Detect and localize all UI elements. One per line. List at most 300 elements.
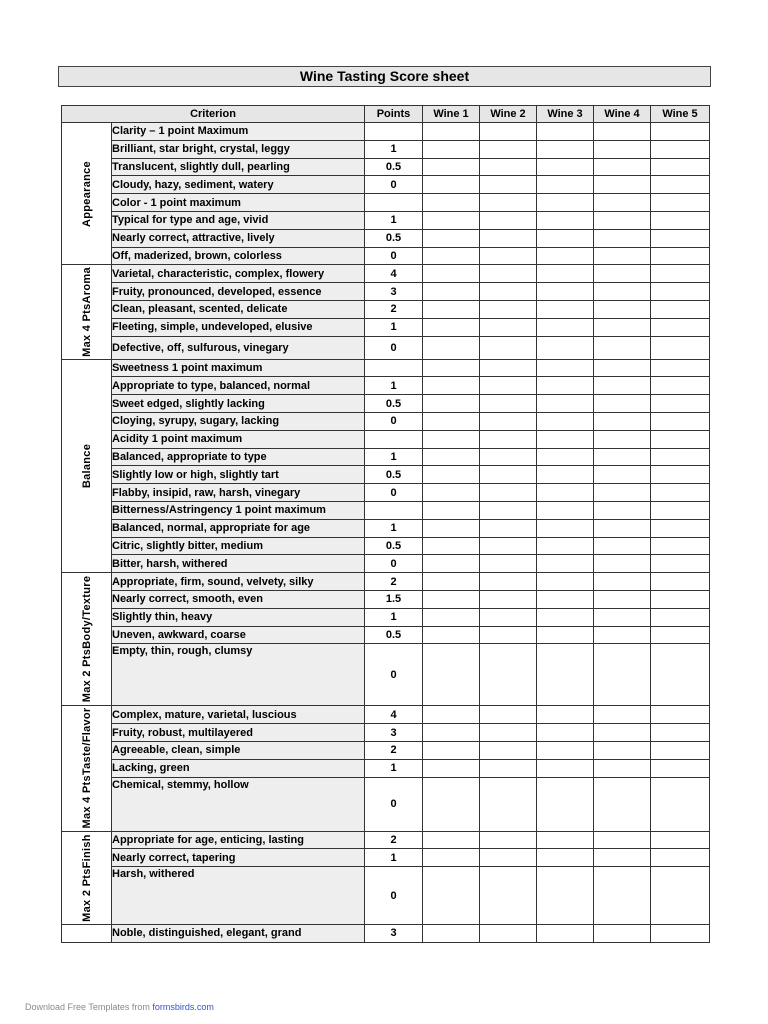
wine-1-score-cell[interactable] xyxy=(423,925,480,943)
wine-4-score-cell[interactable] xyxy=(594,831,651,849)
wine-4-score-cell[interactable] xyxy=(594,300,651,318)
wine-2-score-cell[interactable] xyxy=(480,140,537,158)
wine-1-score-cell[interactable] xyxy=(423,555,480,573)
wine-1-score-cell[interactable] xyxy=(423,158,480,176)
wine-2-score-cell[interactable] xyxy=(480,300,537,318)
wine-3-score-cell[interactable] xyxy=(537,300,594,318)
wine-4-score-cell[interactable] xyxy=(594,537,651,555)
wine-3-score-cell[interactable] xyxy=(537,412,594,430)
wine-5-score-cell[interactable] xyxy=(651,123,710,141)
wine-3-score-cell[interactable] xyxy=(537,448,594,466)
table-row xyxy=(62,484,710,502)
wine-4-score-cell[interactable] xyxy=(594,706,651,724)
wine-4-score-cell[interactable] xyxy=(594,176,651,194)
wine-5-score-cell[interactable] xyxy=(651,573,710,591)
criterion-cell: Agreeable, clean, simple xyxy=(112,741,365,759)
wine-2-score-cell[interactable] xyxy=(480,466,537,484)
wine-3-score-cell[interactable] xyxy=(537,336,594,359)
table-row xyxy=(62,359,710,377)
table-row xyxy=(62,537,710,555)
table-row xyxy=(62,644,710,706)
criterion-cell: Translucent, slightly dull, pearling xyxy=(112,158,365,176)
wine-3-score-cell[interactable] xyxy=(537,925,594,943)
criterion-cell: Appropriate for age, enticing, lasting xyxy=(112,831,365,849)
wine-4-score-cell[interactable] xyxy=(594,777,651,831)
points-cell: 3 xyxy=(365,283,423,301)
wine-2-score-cell[interactable] xyxy=(480,590,537,608)
criterion-cell: Typical for type and age, vivid xyxy=(112,211,365,229)
wine-4-score-cell[interactable] xyxy=(594,247,651,265)
wine-1-score-cell[interactable] xyxy=(423,265,480,283)
points-cell: 1 xyxy=(365,140,423,158)
wine-3-score-cell[interactable] xyxy=(537,265,594,283)
section-label-text: Max 2 PtsBody/Texture xyxy=(80,575,93,703)
wine-5-score-cell[interactable] xyxy=(651,925,710,943)
points-cell: 3 xyxy=(365,925,423,943)
criterion-cell: Brilliant, star bright, crystal, leggy xyxy=(112,140,365,158)
wine-4-score-cell[interactable] xyxy=(594,608,651,626)
criterion-cell: Chemical, stemmy, hollow xyxy=(112,777,365,831)
wine-5-score-cell[interactable] xyxy=(651,359,710,377)
wine-4-score-cell[interactable] xyxy=(594,123,651,141)
wine-4-score-cell[interactable] xyxy=(594,318,651,336)
wine-5-score-cell[interactable] xyxy=(651,395,710,413)
points-cell: 1 xyxy=(365,519,423,537)
wine-1-score-cell[interactable] xyxy=(423,484,480,502)
wine-5-score-cell[interactable] xyxy=(651,265,710,283)
wine-5-score-cell[interactable] xyxy=(651,626,710,644)
points-cell: 0 xyxy=(365,484,423,502)
points-cell: 1 xyxy=(365,608,423,626)
criterion-cell: Slightly thin, heavy xyxy=(112,608,365,626)
wine-2-score-cell[interactable] xyxy=(480,211,537,229)
wine-5-score-cell[interactable] xyxy=(651,466,710,484)
points-cell xyxy=(365,359,423,377)
wine-3-score-cell[interactable] xyxy=(537,123,594,141)
wine-4-score-cell[interactable] xyxy=(594,759,651,777)
criterion-cell: Fruity, robust, multilayered xyxy=(112,724,365,742)
wine-1-score-cell[interactable] xyxy=(423,283,480,301)
table-row xyxy=(62,626,710,644)
wine-2-score-cell[interactable] xyxy=(480,377,537,395)
wine-3-score-cell[interactable] xyxy=(537,519,594,537)
wine-4-score-cell[interactable] xyxy=(594,626,651,644)
criterion-cell: Appropriate, firm, sound, velvety, silky xyxy=(112,573,365,591)
wine-2-score-cell[interactable] xyxy=(480,176,537,194)
wine-1-score-cell[interactable] xyxy=(423,519,480,537)
wine-3-score-cell[interactable] xyxy=(537,140,594,158)
wine-3-score-cell[interactable] xyxy=(537,724,594,742)
criterion-cell: Nearly correct, smooth, even xyxy=(112,590,365,608)
wine-2-score-cell[interactable] xyxy=(480,448,537,466)
wine-3-score-cell[interactable] xyxy=(537,395,594,413)
wine-3-score-cell[interactable] xyxy=(537,283,594,301)
table-row xyxy=(62,466,710,484)
wine-2-score-cell[interactable] xyxy=(480,412,537,430)
wine-2-score-cell[interactable] xyxy=(480,706,537,724)
wine-2-score-cell[interactable] xyxy=(480,537,537,555)
criterion-cell: Citric, slightly bitter, medium xyxy=(112,537,365,555)
wine-3-score-cell[interactable] xyxy=(537,849,594,867)
footer-link[interactable]: formsbirds.com xyxy=(152,1002,214,1012)
criterion-cell: Uneven, awkward, coarse xyxy=(112,626,365,644)
criterion-cell: Bitterness/Astringency 1 point maximum xyxy=(112,501,365,519)
wine-3-score-cell[interactable] xyxy=(537,158,594,176)
wine-4-score-cell[interactable] xyxy=(594,741,651,759)
wine-4-score-cell[interactable] xyxy=(594,925,651,943)
wine-2-score-cell[interactable] xyxy=(480,777,537,831)
criterion-cell: Complex, mature, varietal, luscious xyxy=(112,706,365,724)
table-row xyxy=(62,741,710,759)
wine-3-score-cell[interactable] xyxy=(537,706,594,724)
wine-3-score-cell[interactable] xyxy=(537,484,594,502)
criterion-cell: Fleeting, simple, undeveloped, elusive xyxy=(112,318,365,336)
wine-5-score-cell[interactable] xyxy=(651,377,710,395)
wine-3-score-cell[interactable] xyxy=(537,377,594,395)
criterion-header: Criterion xyxy=(62,106,365,123)
wine-4-score-cell[interactable] xyxy=(594,555,651,573)
wine-4-score-cell[interactable] xyxy=(594,283,651,301)
points-cell: 2 xyxy=(365,831,423,849)
wine-1-score-cell[interactable] xyxy=(423,741,480,759)
wine-2-score-cell[interactable] xyxy=(480,247,537,265)
wine-5-score-cell[interactable] xyxy=(651,867,710,925)
wine-5-score-cell[interactable] xyxy=(651,537,710,555)
wine-4-score-cell[interactable] xyxy=(594,395,651,413)
wine-1-score-cell[interactable] xyxy=(423,395,480,413)
table-row xyxy=(62,430,710,448)
wine-3-score-cell[interactable] xyxy=(537,644,594,706)
wine-4-score-cell[interactable] xyxy=(594,501,651,519)
wine-5-score-cell[interactable] xyxy=(651,412,710,430)
table-row xyxy=(62,158,710,176)
points-cell: 1 xyxy=(365,211,423,229)
wine-3-score-cell[interactable] xyxy=(537,831,594,849)
points-cell: 4 xyxy=(365,265,423,283)
points-cell: 0 xyxy=(365,336,423,359)
wine-2-score-cell[interactable] xyxy=(480,555,537,573)
wine-3-score-cell[interactable] xyxy=(537,501,594,519)
wine-2-score-cell[interactable] xyxy=(480,741,537,759)
wine-4-score-cell[interactable] xyxy=(594,484,651,502)
criterion-cell: Nearly correct, tapering xyxy=(112,849,365,867)
criterion-cell: Slightly low or high, slightly tart xyxy=(112,466,365,484)
wine-2-score-cell[interactable] xyxy=(480,158,537,176)
wine-5-score-cell[interactable] xyxy=(651,777,710,831)
wine-1-score-cell[interactable] xyxy=(423,466,480,484)
wine-2-score-cell[interactable] xyxy=(480,501,537,519)
wine-5-score-cell[interactable] xyxy=(651,229,710,247)
table-row xyxy=(62,283,710,301)
wine-4-score-cell[interactable] xyxy=(594,644,651,706)
points-cell: 3 xyxy=(365,724,423,742)
wine-3-score-cell[interactable] xyxy=(537,466,594,484)
points-cell: 0 xyxy=(365,777,423,831)
wine-2-score-cell[interactable] xyxy=(480,359,537,377)
criterion-cell: Harsh, withered xyxy=(112,867,365,925)
wine-4-header: Wine 4 xyxy=(594,106,651,123)
wine-1-score-cell[interactable] xyxy=(423,626,480,644)
wine-4-score-cell[interactable] xyxy=(594,265,651,283)
wine-5-score-cell[interactable] xyxy=(651,484,710,502)
points-cell: 1 xyxy=(365,377,423,395)
wine-5-score-cell[interactable] xyxy=(651,318,710,336)
wine-1-score-cell[interactable] xyxy=(423,537,480,555)
points-cell: 2 xyxy=(365,300,423,318)
wine-1-score-cell[interactable] xyxy=(423,573,480,591)
criterion-cell: Bitter, harsh, withered xyxy=(112,555,365,573)
wine-5-score-cell[interactable] xyxy=(651,831,710,849)
section-label-overall xyxy=(62,925,112,943)
wine-1-score-cell[interactable] xyxy=(423,849,480,867)
points-cell: 1 xyxy=(365,849,423,867)
wine-2-score-cell[interactable] xyxy=(480,724,537,742)
table-row xyxy=(62,867,710,925)
wine-2-score-cell[interactable] xyxy=(480,925,537,943)
wine-3-score-cell[interactable] xyxy=(537,590,594,608)
wine-2-score-cell[interactable] xyxy=(480,867,537,925)
wine-1-header: Wine 1 xyxy=(423,106,480,123)
points-cell: 0 xyxy=(365,644,423,706)
section-label-finish xyxy=(62,831,112,925)
wine-5-score-cell[interactable] xyxy=(651,300,710,318)
wine-2-score-cell[interactable] xyxy=(480,484,537,502)
wine-3-score-cell[interactable] xyxy=(537,626,594,644)
wine-2-score-cell[interactable] xyxy=(480,573,537,591)
wine-5-score-cell[interactable] xyxy=(651,849,710,867)
wine-5-score-cell[interactable] xyxy=(651,644,710,706)
points-cell: 0.5 xyxy=(365,158,423,176)
wine-2-score-cell[interactable] xyxy=(480,265,537,283)
wine-2-score-cell[interactable] xyxy=(480,123,537,141)
criterion-cell: Clarity – 1 point Maximum xyxy=(112,123,365,141)
criterion-cell: Sweetness 1 point maximum xyxy=(112,359,365,377)
wine-2-score-cell[interactable] xyxy=(480,283,537,301)
wine-4-score-cell[interactable] xyxy=(594,590,651,608)
points-cell: 1 xyxy=(365,759,423,777)
wine-5-score-cell[interactable] xyxy=(651,448,710,466)
wine-4-score-cell[interactable] xyxy=(594,336,651,359)
wine-1-score-cell[interactable] xyxy=(423,448,480,466)
wine-1-score-cell[interactable] xyxy=(423,706,480,724)
table-row xyxy=(62,318,710,336)
wine-2-score-cell[interactable] xyxy=(480,626,537,644)
wine-1-score-cell[interactable] xyxy=(423,229,480,247)
wine-4-score-cell[interactable] xyxy=(594,158,651,176)
wine-3-score-cell[interactable] xyxy=(537,430,594,448)
wine-3-score-cell[interactable] xyxy=(537,741,594,759)
wine-1-score-cell[interactable] xyxy=(423,867,480,925)
wine-1-score-cell[interactable] xyxy=(423,412,480,430)
points-cell xyxy=(365,123,423,141)
wine-5-score-cell[interactable] xyxy=(651,608,710,626)
table-row xyxy=(62,831,710,849)
criterion-cell: Balanced, appropriate to type xyxy=(112,448,365,466)
points-cell xyxy=(365,194,423,212)
table-row xyxy=(62,777,710,831)
wine-5-score-cell[interactable] xyxy=(651,590,710,608)
wine-4-score-cell[interactable] xyxy=(594,359,651,377)
wine-2-score-cell[interactable] xyxy=(480,395,537,413)
wine-4-score-cell[interactable] xyxy=(594,430,651,448)
wine-5-score-cell[interactable] xyxy=(651,501,710,519)
wine-1-score-cell[interactable] xyxy=(423,377,480,395)
wine-2-score-cell[interactable] xyxy=(480,759,537,777)
wine-1-score-cell[interactable] xyxy=(423,247,480,265)
wine-3-score-cell[interactable] xyxy=(537,867,594,925)
wine-1-score-cell[interactable] xyxy=(423,644,480,706)
wine-4-score-cell[interactable] xyxy=(594,867,651,925)
wine-1-score-cell[interactable] xyxy=(423,336,480,359)
wine-4-score-cell[interactable] xyxy=(594,724,651,742)
wine-4-score-cell[interactable] xyxy=(594,229,651,247)
wine-4-score-cell[interactable] xyxy=(594,519,651,537)
wine-2-score-cell[interactable] xyxy=(480,194,537,212)
table-row xyxy=(62,211,710,229)
wine-1-score-cell[interactable] xyxy=(423,359,480,377)
wine-1-score-cell[interactable] xyxy=(423,608,480,626)
wine-3-score-cell[interactable] xyxy=(537,318,594,336)
wine-3-score-cell[interactable] xyxy=(537,229,594,247)
wine-2-score-cell[interactable] xyxy=(480,336,537,359)
wine-4-score-cell[interactable] xyxy=(594,194,651,212)
wine-5-score-cell[interactable] xyxy=(651,555,710,573)
wine-5-score-cell[interactable] xyxy=(651,336,710,359)
points-cell: 0 xyxy=(365,412,423,430)
table-row xyxy=(62,140,710,158)
wine-5-score-cell[interactable] xyxy=(651,759,710,777)
wine-2-score-cell[interactable] xyxy=(480,229,537,247)
wine-1-score-cell[interactable] xyxy=(423,590,480,608)
wine-4-score-cell[interactable] xyxy=(594,448,651,466)
criterion-cell: Appropriate to type, balanced, normal xyxy=(112,377,365,395)
page-title: Wine Tasting Score sheet xyxy=(58,66,711,87)
wine-1-score-cell[interactable] xyxy=(423,724,480,742)
wine-3-score-cell[interactable] xyxy=(537,573,594,591)
wine-1-score-cell[interactable] xyxy=(423,140,480,158)
wine-1-score-cell[interactable] xyxy=(423,759,480,777)
criterion-cell: Color - 1 point maximum xyxy=(112,194,365,212)
table-row xyxy=(62,300,710,318)
wine-4-score-cell[interactable] xyxy=(594,412,651,430)
table-row xyxy=(62,395,710,413)
table-row xyxy=(62,247,710,265)
wine-1-score-cell[interactable] xyxy=(423,300,480,318)
wine-1-score-cell[interactable] xyxy=(423,430,480,448)
criterion-cell: Clean, pleasant, scented, delicate xyxy=(112,300,365,318)
table-row xyxy=(62,176,710,194)
wine-5-score-cell[interactable] xyxy=(651,194,710,212)
wine-5-score-cell[interactable] xyxy=(651,211,710,229)
wine-1-score-cell[interactable] xyxy=(423,777,480,831)
wine-1-score-cell[interactable] xyxy=(423,831,480,849)
wine-2-score-cell[interactable] xyxy=(480,644,537,706)
wine-5-score-cell[interactable] xyxy=(651,283,710,301)
section-label-text: Max 4 PtsTaste/Flavor xyxy=(80,707,93,829)
table-row xyxy=(62,229,710,247)
wine-4-score-cell[interactable] xyxy=(594,849,651,867)
wine-3-score-cell[interactable] xyxy=(537,777,594,831)
header-row xyxy=(62,106,710,123)
section-label-text: Max 2 PtsFinish xyxy=(80,833,93,922)
wine-4-score-cell[interactable] xyxy=(594,377,651,395)
wine-4-score-cell[interactable] xyxy=(594,140,651,158)
wine-3-score-cell[interactable] xyxy=(537,194,594,212)
points-cell: 4 xyxy=(365,706,423,724)
wine-1-score-cell[interactable] xyxy=(423,176,480,194)
table-row xyxy=(62,336,710,359)
points-cell: 2 xyxy=(365,573,423,591)
wine-3-score-cell[interactable] xyxy=(537,537,594,555)
table-row xyxy=(62,573,710,591)
wine-2-score-cell[interactable] xyxy=(480,430,537,448)
criterion-cell: Nearly correct, attractive, lively xyxy=(112,229,365,247)
points-cell: 0 xyxy=(365,176,423,194)
wine-5-score-cell[interactable] xyxy=(651,741,710,759)
footer xyxy=(25,1002,214,1012)
wine-2-score-cell[interactable] xyxy=(480,849,537,867)
wine-5-score-cell[interactable] xyxy=(651,158,710,176)
table-row xyxy=(62,194,710,212)
wine-5-score-cell[interactable] xyxy=(651,247,710,265)
wine-1-score-cell[interactable] xyxy=(423,318,480,336)
score-table xyxy=(61,105,710,943)
points-cell: 0.5 xyxy=(365,229,423,247)
points-header: Points xyxy=(365,106,423,123)
wine-3-score-cell[interactable] xyxy=(537,176,594,194)
wine-5-score-cell[interactable] xyxy=(651,430,710,448)
wine-3-score-cell[interactable] xyxy=(537,247,594,265)
criterion-cell: Defective, off, sulfurous, vinegary xyxy=(112,336,365,359)
footer-text: Download Free Templates from xyxy=(25,1002,153,1012)
wine-2-score-cell[interactable] xyxy=(480,318,537,336)
wine-3-score-cell[interactable] xyxy=(537,759,594,777)
wine-3-score-cell[interactable] xyxy=(537,608,594,626)
wine-5-score-cell[interactable] xyxy=(651,140,710,158)
wine-1-score-cell[interactable] xyxy=(423,194,480,212)
section-label-appearance xyxy=(62,123,112,265)
wine-1-score-cell[interactable] xyxy=(423,501,480,519)
wine-4-score-cell[interactable] xyxy=(594,211,651,229)
table-row xyxy=(62,448,710,466)
wine-4-score-cell[interactable] xyxy=(594,573,651,591)
table-row xyxy=(62,501,710,519)
wine-5-score-cell[interactable] xyxy=(651,724,710,742)
wine-2-score-cell[interactable] xyxy=(480,831,537,849)
points-cell: 1 xyxy=(365,448,423,466)
wine-5-score-cell[interactable] xyxy=(651,706,710,724)
section-label-balance xyxy=(62,359,112,573)
wine-5-score-cell[interactable] xyxy=(651,519,710,537)
wine-3-score-cell[interactable] xyxy=(537,211,594,229)
points-cell: 0.5 xyxy=(365,395,423,413)
wine-4-score-cell[interactable] xyxy=(594,466,651,484)
table-row xyxy=(62,555,710,573)
section-label-text: Max 4 PtsAroma xyxy=(80,267,93,357)
wine-1-score-cell[interactable] xyxy=(423,123,480,141)
wine-3-score-cell[interactable] xyxy=(537,359,594,377)
wine-2-score-cell[interactable] xyxy=(480,519,537,537)
criterion-cell: Varietal, characteristic, complex, flowery xyxy=(112,265,365,283)
wine-2-score-cell[interactable] xyxy=(480,608,537,626)
criterion-cell: Off, maderized, brown, colorless xyxy=(112,247,365,265)
points-cell: 0 xyxy=(365,867,423,925)
wine-3-score-cell[interactable] xyxy=(537,555,594,573)
wine-1-score-cell[interactable] xyxy=(423,211,480,229)
criterion-cell: Flabby, insipid, raw, harsh, vinegary xyxy=(112,484,365,502)
wine-5-score-cell[interactable] xyxy=(651,176,710,194)
table-row xyxy=(62,706,710,724)
